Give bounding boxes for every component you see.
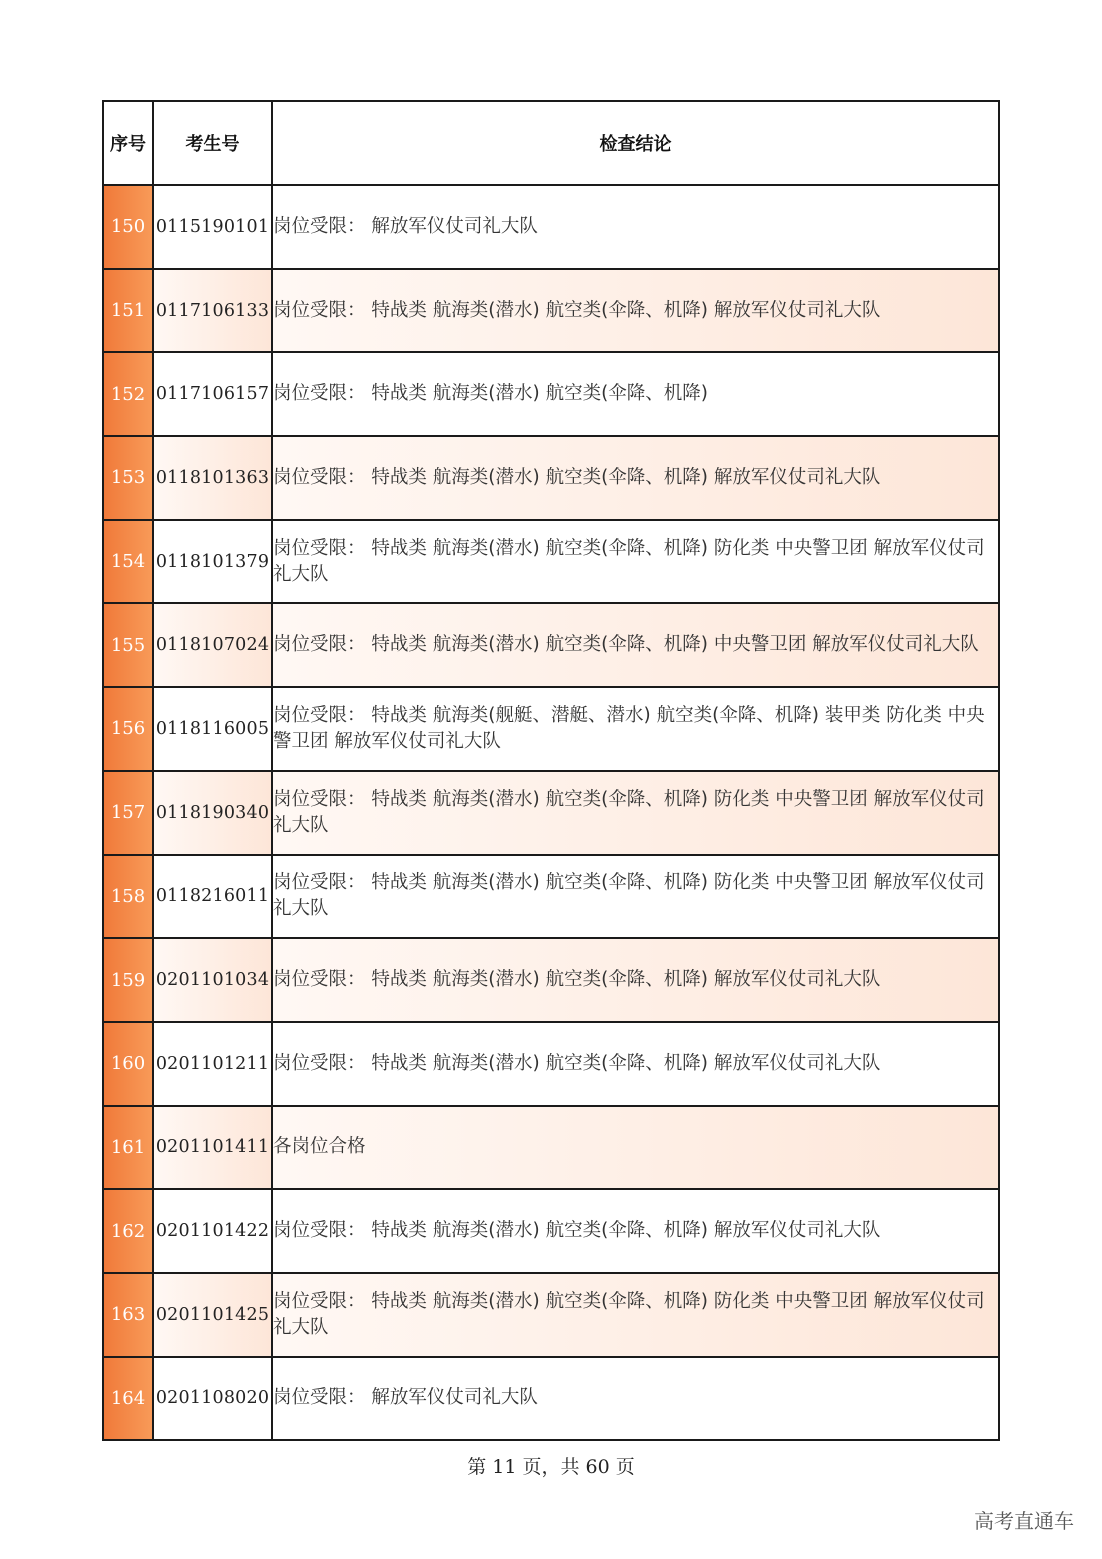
row-seq-cell: 157	[103, 771, 153, 855]
row-seq-cell: 164	[103, 1357, 153, 1441]
table-row	[103, 1022, 999, 1106]
row-student-id-cell: 0118101379	[153, 520, 272, 604]
row-conclusion-cell: 岗位受限： 特战类 航海类(潜水) 航空类(伞降、机降) 解放军仪仗司礼大队	[272, 1022, 999, 1106]
row-student-id-cell: 0118116005	[153, 687, 272, 771]
row-student-id-cell: 0201101411	[153, 1106, 272, 1190]
row-student-id-cell: 0118190340	[153, 771, 272, 855]
row-seq-cell: 158	[103, 855, 153, 939]
table-row	[103, 603, 999, 687]
table-row	[103, 436, 999, 520]
row-conclusion-cell: 岗位受限： 特战类 航海类(潜水) 航空类(伞降、机降) 防化类 中央警卫团 解放军仪仗司礼大队	[272, 520, 999, 604]
row-student-id-cell: 0117106133	[153, 269, 272, 353]
table-header-row	[103, 101, 999, 185]
row-seq-cell: 151	[103, 269, 153, 353]
row-conclusion-cell: 岗位受限： 解放军仪仗司礼大队	[272, 185, 999, 269]
row-conclusion-cell: 岗位受限： 特战类 航海类(潜水) 航空类(伞降、机降) 防化类 中央警卫团 解放军仪仗司礼大队	[272, 855, 999, 939]
table-row	[103, 1273, 999, 1357]
table-row	[103, 855, 999, 939]
page-number: 第 11 页，共 60 页	[467, 1456, 635, 1478]
row-student-id-cell: 0117106157	[153, 352, 272, 436]
row-seq-cell: 159	[103, 938, 153, 1022]
row-seq-cell: 160	[103, 1022, 153, 1106]
row-conclusion-cell: 岗位受限： 特战类 航海类(潜水) 航空类(伞降、机降) 中央警卫团 解放军仪仗司礼大队	[272, 603, 999, 687]
results-table	[102, 100, 1000, 1441]
row-seq-cell: 152	[103, 352, 153, 436]
header-conclusion: 检查结论	[272, 101, 999, 185]
row-conclusion-cell: 岗位受限： 特战类 航海类(潜水) 航空类(伞降、机降) 解放军仪仗司礼大队	[272, 269, 999, 353]
row-student-id-cell: 0201101422	[153, 1189, 272, 1273]
table-row	[103, 185, 999, 269]
row-conclusion-cell: 各岗位合格	[272, 1106, 999, 1190]
row-seq-cell: 162	[103, 1189, 153, 1273]
row-seq-cell: 150	[103, 185, 153, 269]
header-student-id: 考生号	[153, 101, 272, 185]
row-seq-cell: 156	[103, 687, 153, 771]
row-student-id-cell: 0201101034	[153, 938, 272, 1022]
table-row	[103, 352, 999, 436]
row-seq-cell: 163	[103, 1273, 153, 1357]
row-student-id-cell: 0118216011	[153, 855, 272, 939]
row-seq-cell: 161	[103, 1106, 153, 1190]
table-body	[103, 185, 999, 1440]
row-conclusion-cell: 岗位受限： 特战类 航海类(潜水) 航空类(伞降、机降) 防化类 中央警卫团 解放军仪仗司礼大队	[272, 771, 999, 855]
row-student-id-cell: 0115190101	[153, 185, 272, 269]
table-row	[103, 520, 999, 604]
row-conclusion-cell: 岗位受限： 解放军仪仗司礼大队	[272, 1357, 999, 1441]
table-row	[103, 1106, 999, 1190]
row-student-id-cell: 0201101211	[153, 1022, 272, 1106]
table-row	[103, 1357, 999, 1441]
row-student-id-cell: 0118101363	[153, 436, 272, 520]
table-row	[103, 269, 999, 353]
row-student-id-cell: 0201101425	[153, 1273, 272, 1357]
row-seq-cell: 153	[103, 436, 153, 520]
row-seq-cell: 154	[103, 520, 153, 604]
table-row	[103, 771, 999, 855]
row-conclusion-cell: 岗位受限： 特战类 航海类(潜水) 航空类(伞降、机降) 防化类 中央警卫团 解放军仪仗司礼大队	[272, 1273, 999, 1357]
table-row	[103, 1189, 999, 1273]
table-row	[103, 687, 999, 771]
row-conclusion-cell: 岗位受限： 特战类 航海类(潜水) 航空类(伞降、机降) 解放军仪仗司礼大队	[272, 436, 999, 520]
row-conclusion-cell: 岗位受限： 特战类 航海类(潜水) 航空类(伞降、机降) 解放军仪仗司礼大队	[272, 938, 999, 1022]
row-seq-cell: 155	[103, 603, 153, 687]
watermark-logo: 高考直通车	[974, 1509, 1074, 1533]
header-seq: 序号	[103, 101, 153, 185]
row-student-id-cell: 0118107024	[153, 603, 272, 687]
row-conclusion-cell: 岗位受限： 特战类 航海类(潜水) 航空类(伞降、机降) 解放军仪仗司礼大队	[272, 1189, 999, 1273]
row-conclusion-cell: 岗位受限： 特战类 航海类(舰艇、潜艇、潜水) 航空类(伞降、机降) 装甲类 防化类 中央警卫团 解放军仪仗司礼大队	[272, 687, 999, 771]
table-row	[103, 938, 999, 1022]
row-conclusion-cell: 岗位受限： 特战类 航海类(潜水) 航空类(伞降、机降)	[272, 352, 999, 436]
row-student-id-cell: 0201108020	[153, 1357, 272, 1441]
